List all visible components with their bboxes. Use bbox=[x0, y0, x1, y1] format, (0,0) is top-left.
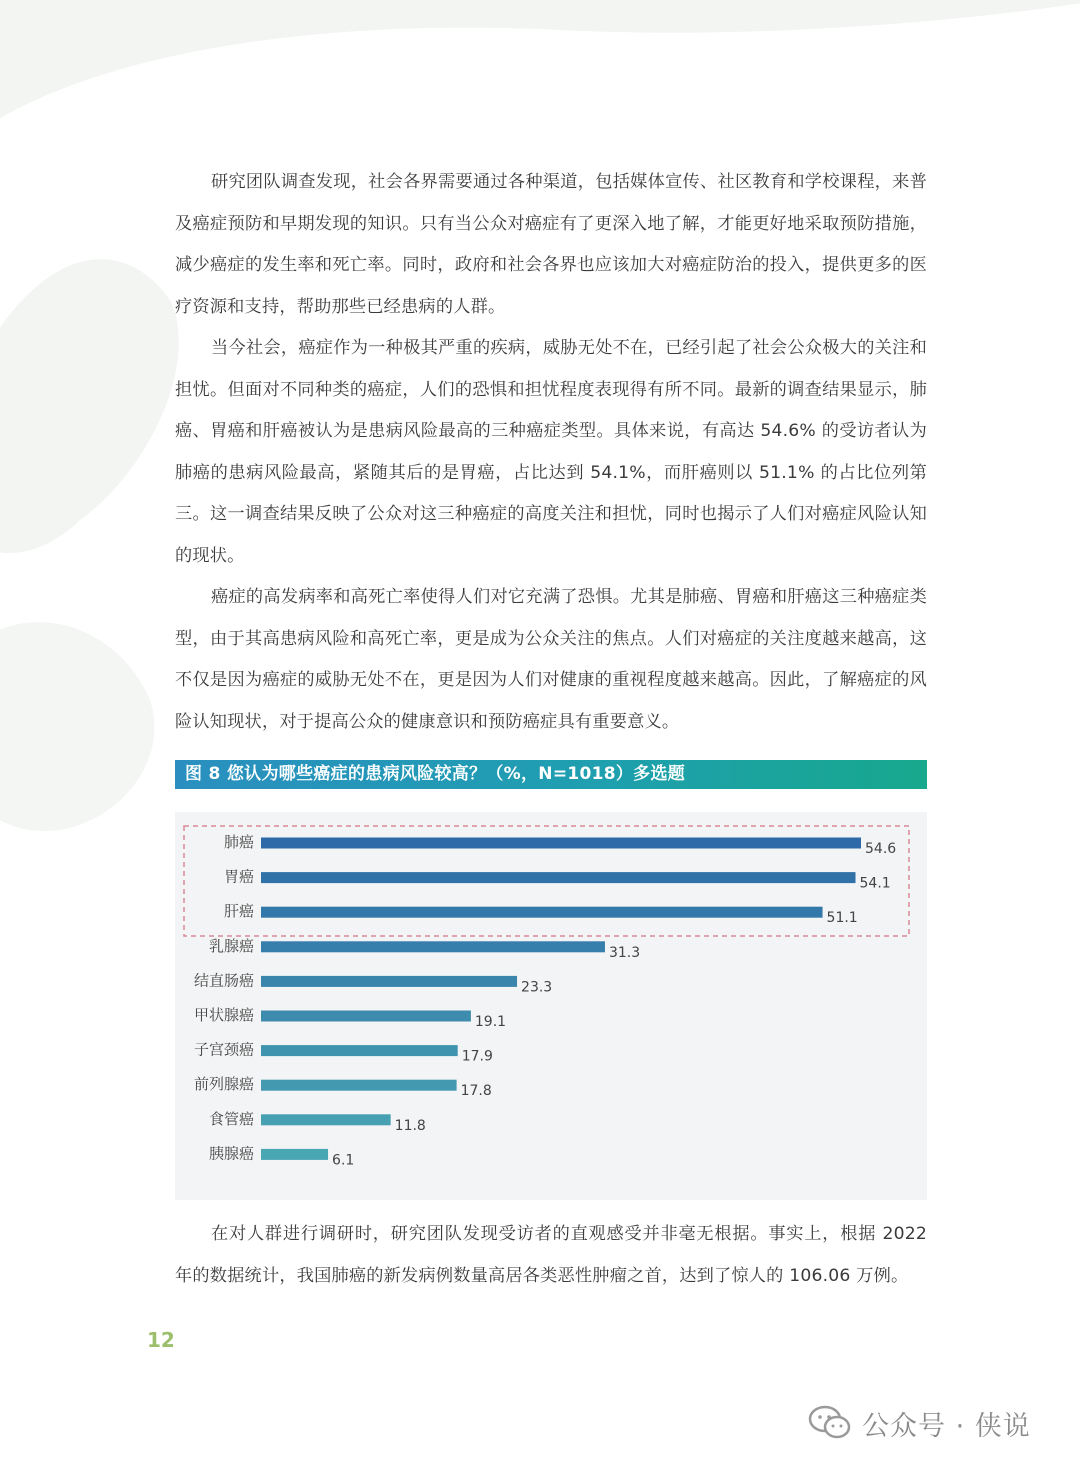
bar-value-label: 19.1 bbox=[474, 1014, 507, 1030]
wechat-icon bbox=[808, 1405, 852, 1441]
bar-label: 胰腺癌 bbox=[208, 1144, 254, 1163]
bar-label: 乳腺癌 bbox=[208, 936, 254, 955]
bar-label: 前列腺癌 bbox=[193, 1075, 254, 1094]
paragraph-2: 当今社会，癌症作为一种极其严重的疾病，威胁无处不在，已经引起了社会公众极大的关注和担忧。但面对不同种类的癌症，人们的恐惧和担忧程度表现得有所不同。最新的调查结果显示，肺癌、胃癌和肝癌被认为是患病风险最高的三种癌症类型。具体来说，有高达 54.6% 的受访者认为肺癌的患病风险最高，紧随其后的是胃癌，占比达到 54.1%，而肝癌则以 51.1% 的占比位列第三。这一调查结果反映了公众对这三种癌症的高度关注和担忧，同时也揭示了人们对癌症风险认知的现状。 bbox=[175, 338, 927, 566]
bar bbox=[261, 941, 605, 952]
chart-container bbox=[175, 812, 927, 1200]
watermark-text: 公众号 · 侠说 bbox=[862, 1410, 1031, 1442]
body-text bbox=[175, 162, 927, 743]
bar-label: 食管癌 bbox=[208, 1109, 254, 1128]
bar-label: 胃癌 bbox=[223, 867, 254, 886]
bar-value-label: 51.1 bbox=[826, 910, 858, 927]
bar bbox=[261, 907, 823, 918]
bar-value-label: 31.3 bbox=[608, 944, 641, 961]
bar-value-label: 11.8 bbox=[394, 1117, 426, 1134]
bar-value-label: 6.1 bbox=[332, 1152, 355, 1169]
body-text-after-chart bbox=[175, 1214, 927, 1297]
paragraph-4: 在对人群进行调研时，研究团队发现受访者的直观感受并非毫无根据。事实上，根据 2022 年的数据统计，我国肺癌的新发病例数量高居各类恶性肿瘤之首，达到了惊人的 106.06 万例。 bbox=[175, 1224, 927, 1286]
bar-label: 结直肠癌 bbox=[193, 971, 254, 990]
bar-value-label: 54.1 bbox=[859, 875, 891, 892]
bar-label: 甲状腺癌 bbox=[193, 1006, 254, 1024]
bar bbox=[261, 1114, 391, 1125]
bar-label: 子宫颈癌 bbox=[193, 1040, 254, 1059]
bar-chart bbox=[175, 812, 927, 1200]
paragraph-3: 癌症的高发病率和高死亡率使得人们对它充满了恐惧。尤其是肺癌、胃癌和肝癌这三种癌症类型，由于其高患病风险和高死亡率，更是成为公众关注的焦点。人们对癌症的关注度越来越高，这不仅是因为癌症的威胁无处不在，更是因为人们对健康的重视程度越来越高。因此，了解癌症的风险认知现状，对于提高公众的健康意识和预防癌症具有重要意义。 bbox=[175, 587, 927, 732]
figure-title: 图 8 您认为哪些癌症的患病风险较高？（%，N=1018）多选题 bbox=[175, 760, 927, 789]
bar bbox=[261, 1011, 471, 1022]
paragraph-1: 研究团队调查发现，社会各界需要通过各种渠道，包括媒体宣传、社区教育和学校课程，来普及癌症预防和早期发现的知识。只有当公众对癌症有了更深入地了解，才能更好地采取预防措施，减少癌症的发生率和死亡率。同时，政府和社会各界也应该加大对癌症防治的投入，提供更多的医疗资源和支持，帮助那些已经患病的人群。 bbox=[175, 172, 927, 317]
bar bbox=[261, 1149, 328, 1160]
bar bbox=[261, 1045, 458, 1056]
bar bbox=[261, 1080, 457, 1091]
bar bbox=[261, 838, 861, 849]
bar-value-label: 54.6 bbox=[865, 841, 897, 857]
bar-value-label: 17.8 bbox=[460, 1083, 492, 1100]
bar-label: 肝癌 bbox=[223, 902, 254, 921]
bar-value-label: 23.3 bbox=[521, 979, 553, 996]
page-number: 12 bbox=[147, 1328, 175, 1352]
bar-value-label: 17.9 bbox=[461, 1048, 493, 1065]
bar-label: 肺癌 bbox=[223, 833, 254, 851]
bar bbox=[261, 976, 517, 987]
watermark bbox=[808, 1403, 1031, 1443]
bar bbox=[261, 872, 856, 883]
